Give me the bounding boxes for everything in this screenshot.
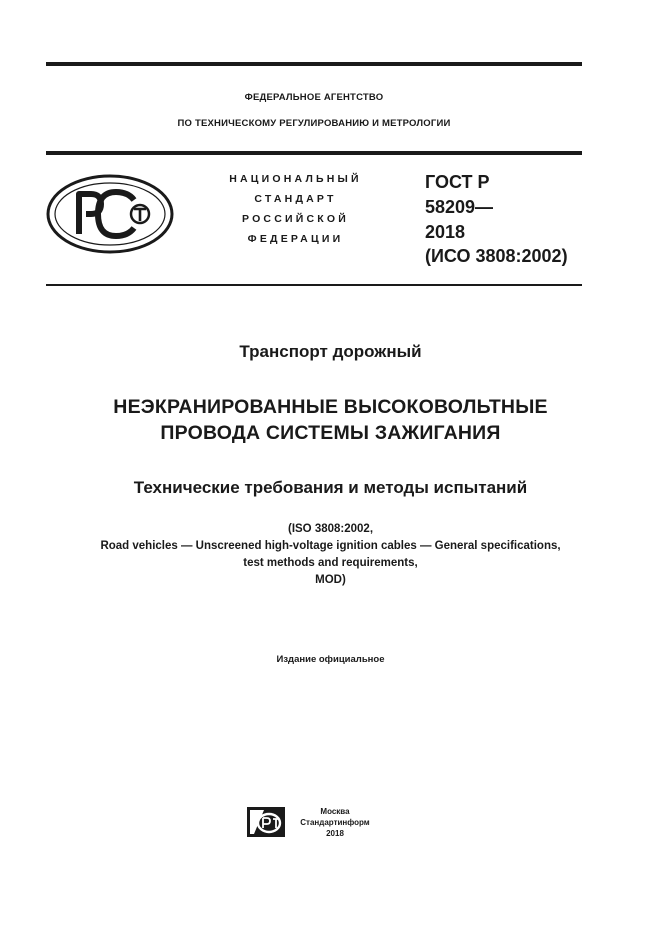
- designation-rule: [46, 284, 582, 286]
- intl-ref-line-2: Road vehicles — Unscreened high-voltage ignition cables — General specifications,: [100, 540, 561, 552]
- agency-line-2: ПО ТЕХНИЧЕСКОМУ РЕГУЛИРОВАНИЮ И МЕТРОЛОГИИ: [177, 118, 451, 129]
- edition-label: Издание официальное: [276, 654, 385, 665]
- designation-line-2: 58209—: [425, 197, 494, 217]
- title-main-line-2: ПРОВОДА СИСТЕМЫ ЗАЖИГАНИЯ: [160, 422, 501, 444]
- header-rule: [46, 151, 582, 155]
- publisher-city: Москва: [320, 807, 350, 816]
- agency-line-1: ФЕДЕРАЛЬНОЕ АГЕНТСТВО: [244, 92, 384, 103]
- publisher-name: Стандартинформ: [300, 818, 370, 827]
- designation-line-3: 2018: [425, 222, 466, 242]
- title-subtitle: Технические требования и методы испытаний: [133, 478, 528, 497]
- standard-type-line-1: НАЦИОНАЛЬНЫЙ: [229, 173, 362, 185]
- standard-type-line-4: ФЕДЕРАЦИИ: [247, 233, 344, 245]
- intl-ref-line-1: (ISO 3808:2002,: [287, 523, 374, 535]
- standard-type-line-3: РОССИЙСКОЙ: [242, 213, 349, 225]
- publisher-year: 2018: [326, 829, 344, 838]
- standard-type-line-2: СТАНДАРТ: [254, 193, 337, 205]
- standartinform-logo-icon: [246, 806, 286, 838]
- intl-ref-line-4: MOD): [315, 574, 346, 586]
- intl-ref-line-3: test methods and requirements,: [243, 557, 418, 569]
- designation-line-4: (ИСО 3808:2002): [425, 246, 568, 266]
- title-subject: Транспорт дорожный: [239, 342, 422, 361]
- title-main-line-1: НЕЭКРАНИРОВАННЫЕ ВЫСОКОВОЛЬТНЫЕ: [113, 396, 548, 418]
- top-rule: [46, 62, 582, 66]
- rst-logo-icon: [46, 174, 174, 254]
- designation-line-1: ГОСТ Р: [425, 172, 490, 192]
